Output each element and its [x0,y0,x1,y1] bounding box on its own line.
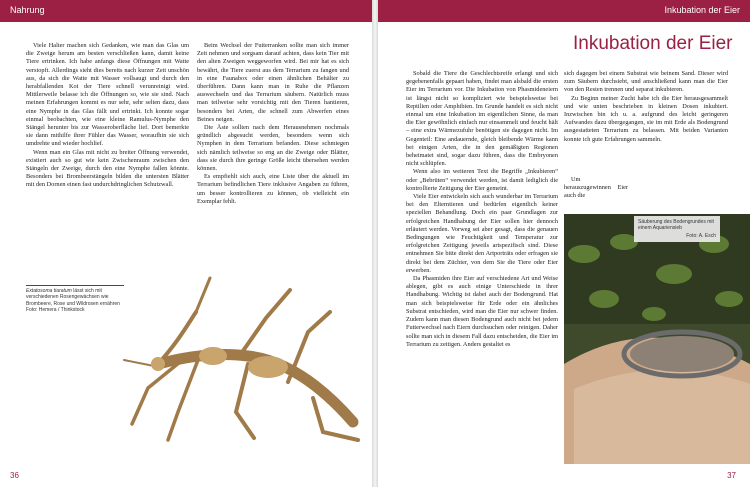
caption-credit: Foto: Hemera / Thinkstock [26,306,85,313]
caption-text: lässt sich mit verschiedenen Rosengewächsen wie Brombeere, Rose und Wildrosen ernähren [26,288,120,307]
figure-caption [26,288,124,313]
text-column-1 [26,42,189,190]
paragraph: Da Phasmiden ihre Eier auf verschiedene Art und Weise ablegen, gibt es auch einige Unterschiede in ihrer Handhabung. Wichtig ist dabei auch der Bodengrund. Hat man sich beispielsweise für Erde oder ein ähnliches Substrat entschieden, wird man die Eier nur schwer finden. Zudem kann man diesen Bodengrund auch nicht bei jedem Futterwechsel nach Eiern durchsuchen oder reinigen. Daher sollte man sich in diesem Fall dazu entscheiden, die Eier im Terrarium zu zeitigen. Anders gestaltet es [406,275,558,348]
photo-credit: Foto: A. Esch [686,232,716,239]
paragraph: Viele Halter machen sich Gedanken, wie man das Glas um die Zweige herum am besten verschließen kann, damit keine Tiere ertrinken. Ich habe anfangs diese Öffnungen mit Watte verstopft. Allerdings sieht dies bereits nach kurzer Zeit unschön aus, da sich die Watte mit Wasser vollsaugt und durch den herabfallenden Kot der Tiere schnell verunreinigt wird. Mittlerweile belasse ich die Öffnungen so, wie sie sind. Nach meinen Erfahrungen kommt es nur sehr, sehr selten dazu, dass eine Nymphe in das Glas fällt und ertrinkt. Ich konnte sogar einmal beobachten, wie eine kleine Ramulus-Nymphe den Stängel herunter bis zur Wasseroberfläche lief. Dort bemerkte sie dann mithilfe ihrer Fühler das Wasser, woraufhin sie sich umdrehte und wieder hochlief. [26,42,189,148]
paragraph: Beim Wechsel der Futterranken sollte man sich immer Zeit nehmen und sorgsam darauf achten, dass kein Tier mit den alten Zweigen weggeworfen wird. Bei mir hat es sich bewährt, die Tiere zuerst aus dem Terrarium zu fangen und in eine Faunabox oder einen ähnlichen Behälter zu überführen. Dann kann man in Ruhe die Pflanzen auswechseln und das Terrarium säubern. Natürlich muss man teilweise sehr vorsichtig mit den Tieren hantieren, besonders bei Arten, die schnell zum Abwerfen eines Beines neigen. [197,42,349,123]
paragraph: Wenn also im weiteren Text die Begriffe „Inkubieren“ oder „Bebrüten“ verwendet werden, ist damit lediglich die kontrollierte Zeitigung der Eier gemeint. [406,168,558,192]
paragraph: Zu Beginn meiner Zucht habe ich die Eier herausgesammelt und wie unten beschrieben in kleinen Dosen inkubiert. Inzwischen bin ich u. a. aufgrund des leicht geringeren Aufwandes dazu übergegangen, sie im mit Erde als Bodengrund ausgestatteten Terrarium zu belassen. Mit beiden Varianten konnte ich gute Erfahrungen sammeln. [564,94,728,143]
right-page [378,0,750,487]
stick-insect-illustration [118,272,368,448]
running-head: Inkubation der Eier [664,5,740,15]
text-column-2 [564,70,728,144]
paragraph: Sobald die Tiere die Geschlechtsreife erlangt und sich gegebenenfalls gepaart haben, findet man alsbald die ersten Eier im Terrarium vor. Die Inkubation von Phasmideneiern ist längst nicht so kompliziert wie beispielsweise bei Reptilien oder Amphibien. Im Grunde handelt es sich nicht einmal um eine Inkubation im eigentlichen Sinne, da man die Eier gewöhnlich einfach nur einsammelt und feucht hält – eine extra Wärmezufuhr benötigen sie dagegen nicht. Im Gegenteil: Eine andauernde, gleich bleibende Wärme kann bei einigen Arten, die in den gemäßigten Regionen beheimatet sind, sogar dazu führen, dass die Embryonen nicht schlüpfen. [406,70,558,168]
caption-species: Extatosoma tiaratum [26,288,72,294]
paragraph: Es empfiehlt sich auch, eine Liste über die aktuell im Terrarium befindlichen Tiere inklusive Angaben zu führen, um besser kontrollieren zu können, ob vielleicht ein Exemplar fehlt. [197,173,349,205]
photo-caption-text: Säuberung des Bodengrundes mit einem Aquariensieb [638,219,714,232]
text-column-2-wrap [564,176,628,201]
paragraph: Viele Eier entwickeln sich auch wunderbar im Terrarium bei den Elterntieren und bedürfen eigentlich keiner speziellen Behandlung. Doch ein paar Grundlagen zur erfolgreichen Handhabung der Eier sollen hier dennoch erläutert werden. Vorweg sei aber gesagt, dass die genauen Bedingungen wie Feuchtigkeit und Temperatur zur erfolgreichen Zeitigung jeweils artspezifisch sind. Diese entnehmen Sie bitte direkt den Artporträts oder erfragen sie direkt bei dem Züchter, von dem Sie die Tiere oder Eier erwerben. [406,193,558,274]
caption-rule [26,285,124,286]
paragraph: Wenn man ein Glas mit nicht zu breiter Öffnung verwendet, existiert auch so gut wie kein Zwischenraum zwischen den Stängeln der Zweige, durch den eine Nymphe fallen könnte. Besonders bei Brombeerstängeln bilden die untersten Blätter mit den Dornen einen fast undurchdringlichen Schutzwall. [26,148,189,189]
paragraph: Um herauszugewinnen Eier auch die [564,176,628,200]
photo-caption [634,216,720,242]
page-number: 37 [727,471,736,480]
chapter-heading: Inkubation der Eier [573,33,733,54]
page-number: 36 [10,471,19,480]
text-column-2 [197,42,349,206]
text-column-1 [406,70,558,349]
running-head: Nahrung [10,5,45,15]
header-bar [0,0,372,22]
left-page [0,0,372,487]
paragraph: sich dagegen bei einem Substrat wie beinem Sand. Dieser wird zum Säubern durchsiebt, und anschließend kann man die Eier von den Resten trennen und separat inkubieren. [564,70,728,94]
terrarium-photo [564,214,750,464]
paragraph: Die Äste sollten nach dem Herausnehmen nochmals gründlich abgesucht werden, besonders wenn sich Nymphen in dem Terrarium befanden. Diese schmiegen sich nämlich teilweise so eng an die Zweige oder Blätter, dass sie durch ihre geringe Größe leicht übersehen werden können. [197,124,349,173]
